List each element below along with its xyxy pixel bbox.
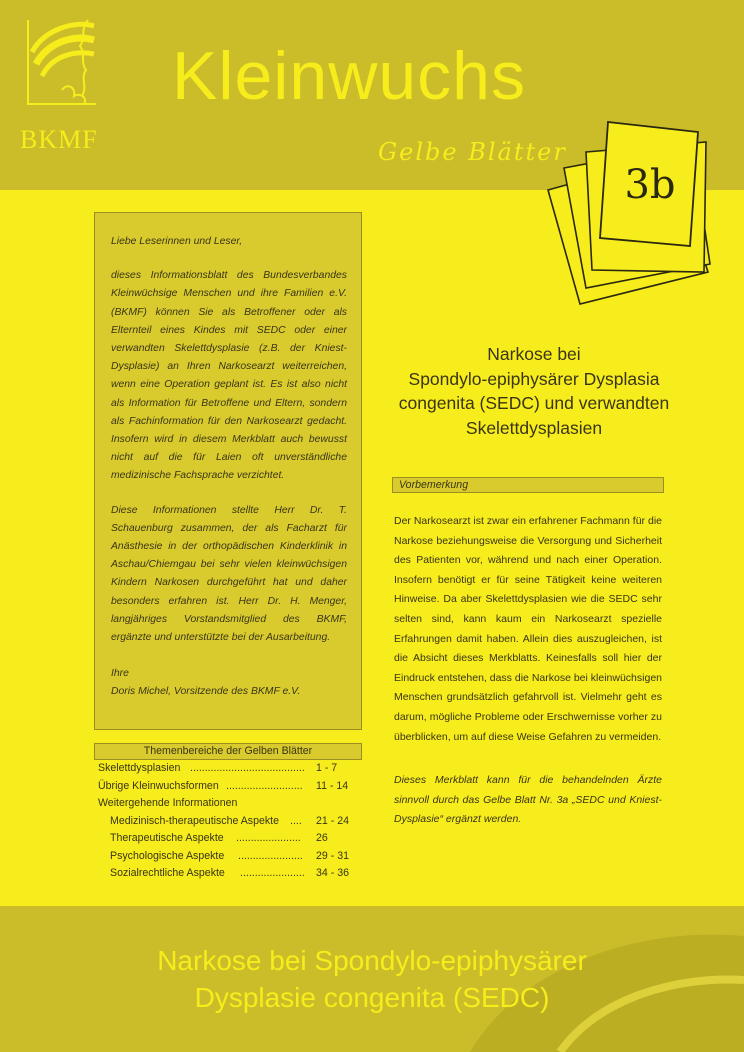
- toc-row: [94, 813, 362, 831]
- toc-row: [94, 830, 362, 848]
- toc-label: Übrige Kleinwuchsformen: [98, 779, 219, 792]
- toc-pages: 34 - 36: [316, 867, 349, 879]
- toc-label: Skelettdysplasien: [98, 762, 181, 774]
- series-subtitle: Gelbe Blätter: [378, 138, 567, 166]
- toc-leader: ......................: [236, 832, 301, 844]
- footer-band: [0, 906, 744, 1052]
- body-paragraph: Der Narkosearzt ist zwar ein erfahrener Fachmann für die Narkose beziehungsweise die Versorgung und Sicherheit des Patienten vor, während und nach einer Operation. Insofern benötigt er für seine Tätigkeit keine weiteren Hinweise. Da aber Skelettdysplasien wie die SEDC sehr selten sind, kann kaum ein Narkosearzt spezielle Erfahrungen damit haben. Allein dies auszugleichen, ist die Absicht dieses Merkblatts. Keinesfalls soll hier der Eindruck entstehen, dass die Narkose bei kleinwüchsigen Menschen grundsätzlich gefahrvoll ist. Vielmehr geht es darum, mögliche Probleme oder Erschwernisse vorher zu überblicken, um auf diese Weise Gefahren zu vermeiden.: [394, 515, 662, 743]
- toc-label: Medizinisch-therapeutische Aspekte: [110, 814, 280, 827]
- toc-leader: ..........................: [226, 779, 303, 792]
- body-note: Dieses Merkblatt kann für die behandelnden Ärzte sinnvoll durch das Gelbe Blatt Nr. 3a „SEDC und Kniest-Dysplasie“ ergänzt werden.: [394, 774, 662, 826]
- bkmf-logo-icon: [22, 12, 102, 112]
- document-title-line: Narkose bei: [487, 344, 581, 364]
- toc-label: Sozialrechtliche Aspekte: [110, 867, 225, 879]
- intro-signature: Doris Michel, Vorsitzende des BKMF e.V.: [111, 686, 301, 698]
- toc-row: [94, 760, 362, 778]
- footer-title: [0, 942, 744, 1016]
- toc-leader: ......................: [238, 849, 303, 862]
- toc-leader: .......................................: [190, 762, 305, 774]
- intro-greeting: Liebe Leserinnen und Leser,: [111, 236, 243, 247]
- badge-number: 3b: [624, 162, 676, 208]
- toc-label: Weitergehende Informationen: [98, 797, 238, 809]
- toc-row: [94, 848, 362, 866]
- toc-row: [94, 865, 362, 883]
- topics-heading: Themenbereiche der Gelben Blätter: [94, 743, 362, 760]
- footer-title-line: Dysplasie congenita (SEDC): [194, 982, 550, 1013]
- footer-title-line: Narkose bei Spondylo-epiphysärer: [157, 945, 587, 976]
- toc-pages: 29 - 31: [316, 849, 349, 862]
- toc-row: [94, 795, 362, 813]
- document-title-line: congenita (SEDC) und verwandten: [398, 393, 670, 413]
- org-abbrev: BKMF: [20, 125, 98, 154]
- toc-pages: 21 - 24: [316, 814, 349, 827]
- topics-table: [94, 743, 362, 883]
- toc-label: Therapeutische Aspekte: [110, 832, 224, 844]
- intro-closing: Ihre: [111, 668, 129, 680]
- intro-paragraph-1: dieses Informationsblatt des Bundesverbandes Kleinwüchsige Menschen und ihre Familien e.V. (BKMF) können Sie als Betroffener oder als Elternteil eines Kindes mit SEDC oder einer verwandten Skelettdysplasie (z.B. der Kniest-Dysplasie) an Ihren Narkosearzt weiterreichen, wenn eine Operation geplant ist. Es ist also nicht als Information für Betroffene und Eltern, sondern als Fachinformation für den Narkosearzt gedacht. Insofern wird in diesem Merkblatt auch bewusst nicht auf die für Laien oft unverständliche medizinische Fachsprache verzichtet.: [111, 270, 347, 482]
- page-title: Kleinwuchs: [172, 38, 526, 114]
- stacked-cards-badge: [540, 118, 720, 308]
- document-title-line: Skelettdysplasien: [465, 417, 603, 438]
- toc-pages: 26: [316, 832, 328, 844]
- intro-letter: [94, 212, 362, 730]
- section-heading-bar: Vorbemerkung: [392, 477, 664, 493]
- document-title: [388, 342, 680, 440]
- document-title-line: Spondylo-epiphysärer Dysplasia: [408, 368, 660, 389]
- intro-paragraph-2: Diese Informationen stellte Herr Dr. T. Schauenburg zusammen, der als Facharzt für Anästhesie in der orthopädischen Kinderklinik in Aschau/Chiemgau bei sehr vielen kleinwüchsigen Kindern Narkosen durchgeführt hat und daher besonders erfahren ist. Herr Dr. H. Menger, langjähriges Vorstandsmitglied des BKMF, ergänzte und unterstützte bei der Ausarbeitung.: [111, 504, 347, 644]
- toc-leader: ......................: [240, 867, 305, 879]
- toc-pages: 1 - 7: [316, 762, 338, 774]
- toc-label: Psychologische Aspekte: [110, 849, 225, 862]
- toc-row: [94, 778, 362, 796]
- toc-pages: 11 - 14: [316, 779, 349, 792]
- toc-leader: ....: [290, 814, 302, 827]
